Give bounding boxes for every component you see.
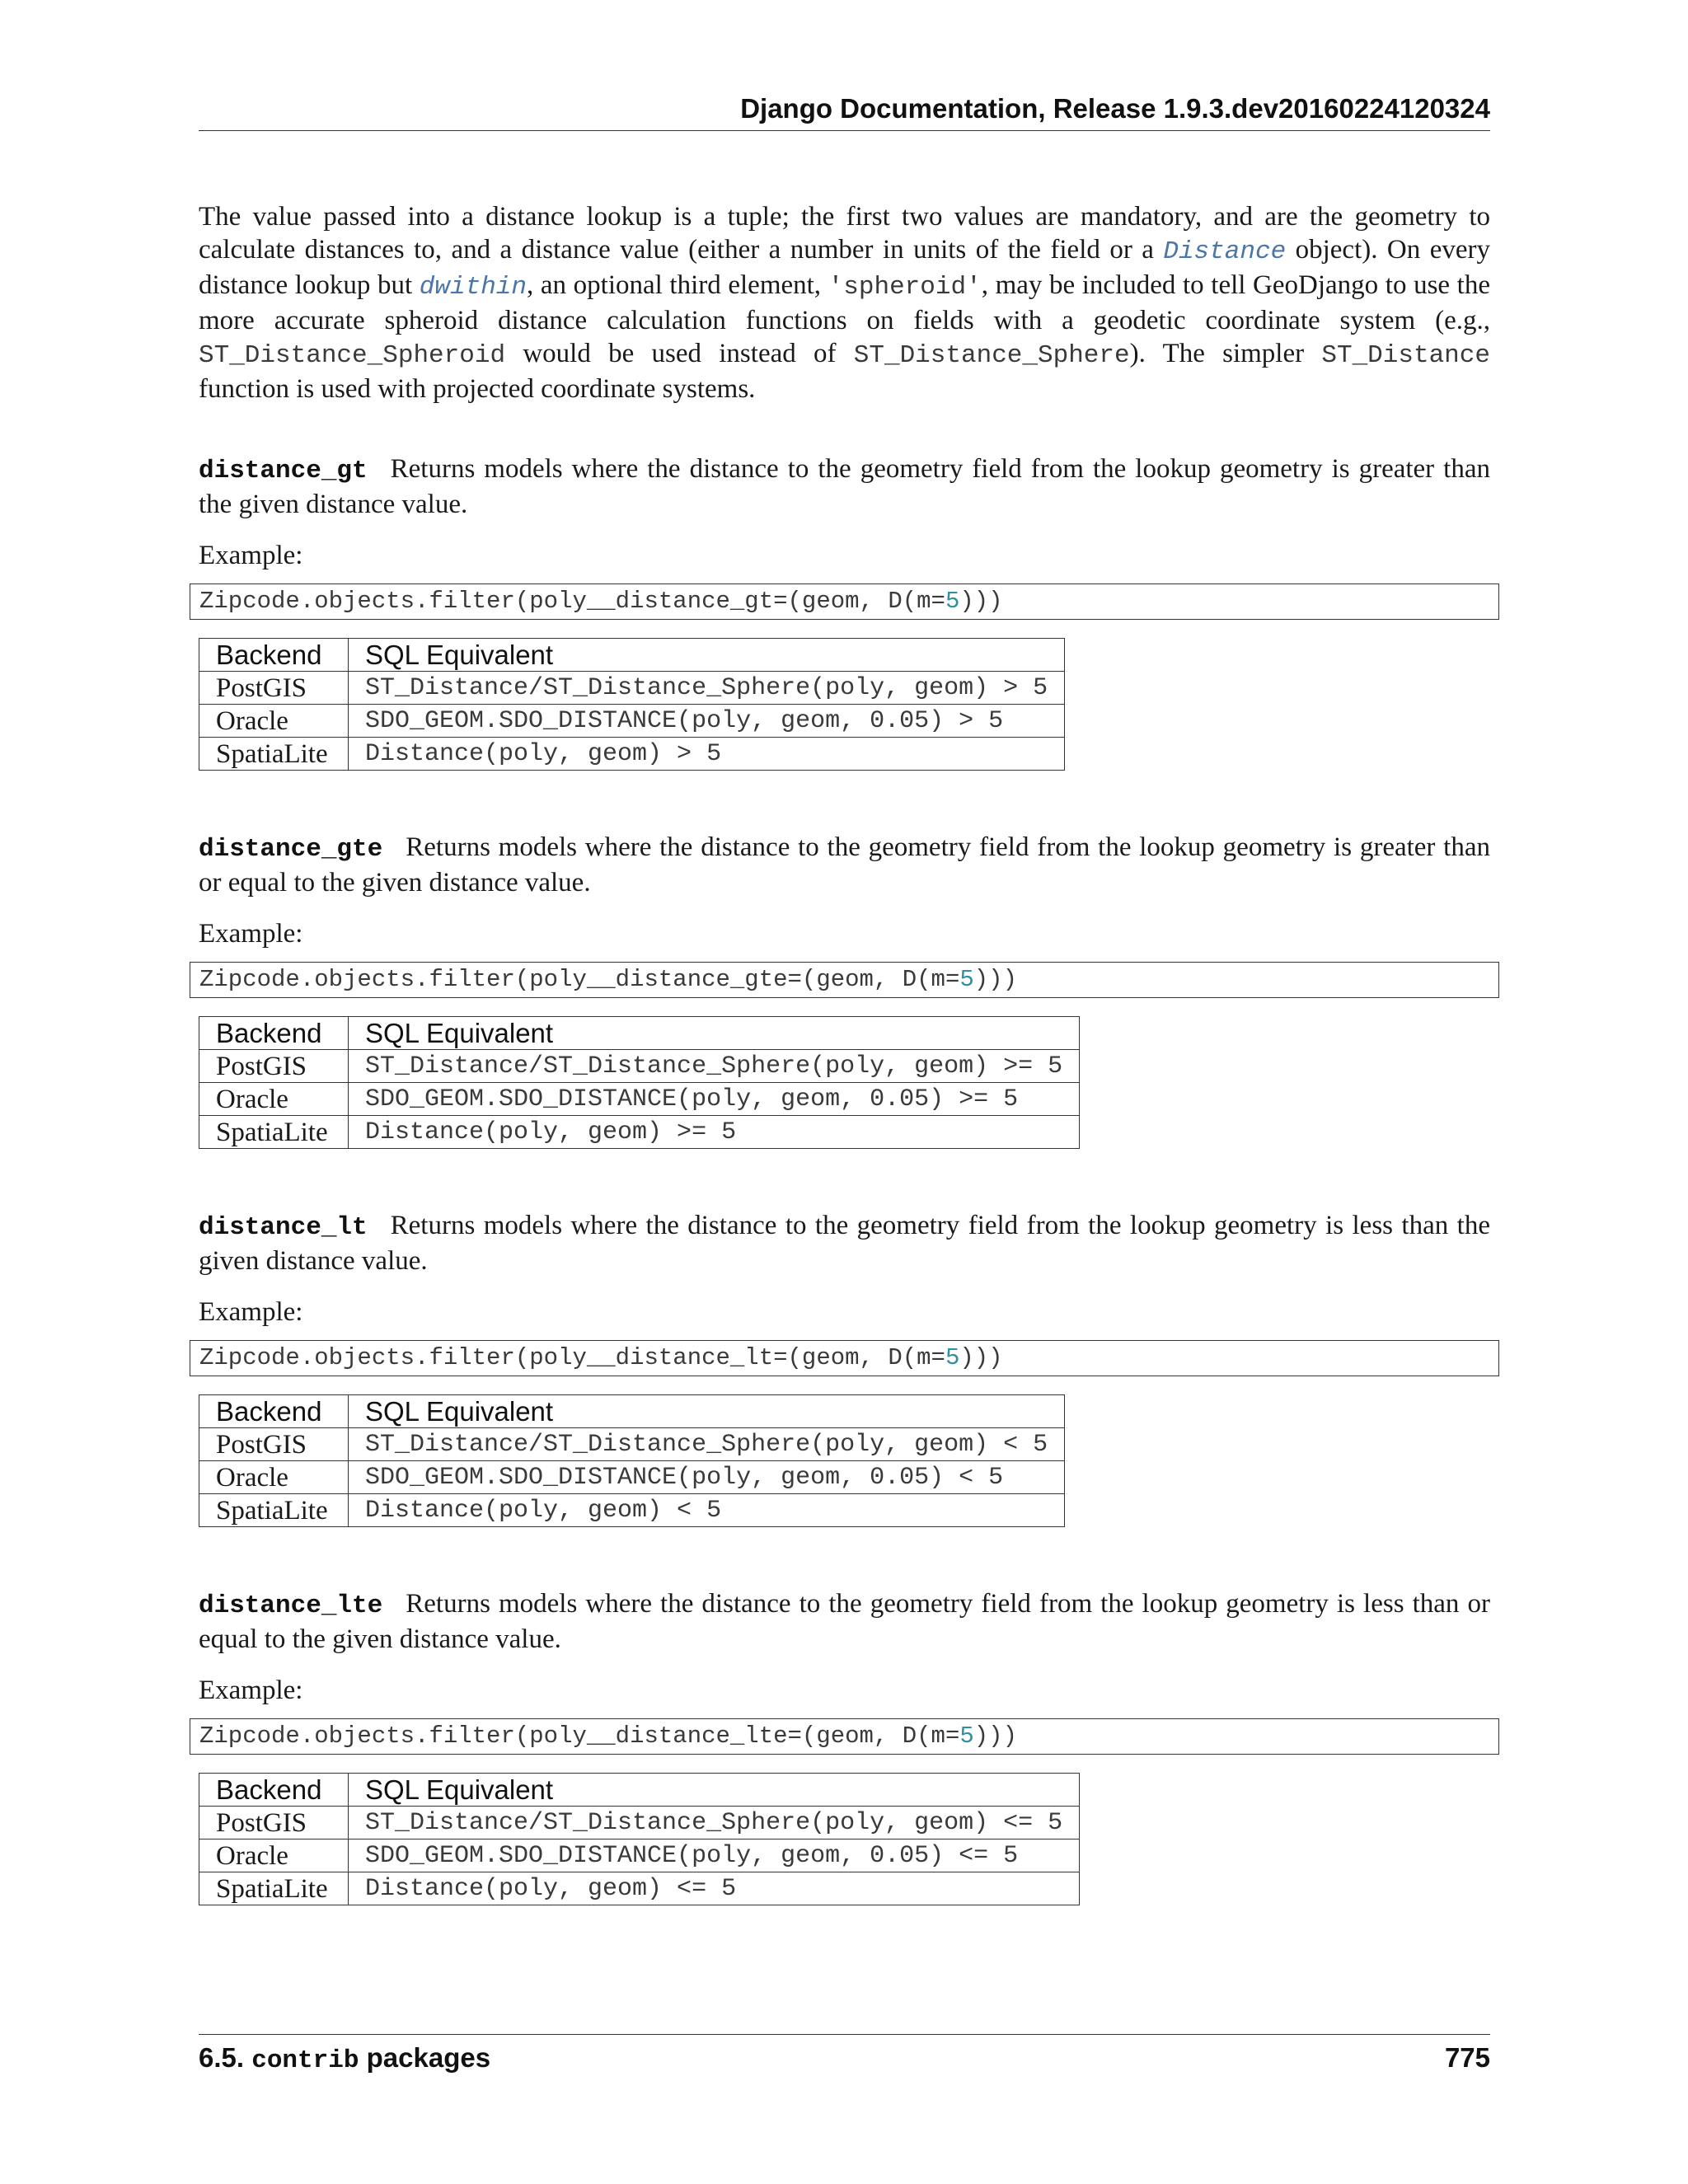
inline-code: 'spheroid' [828, 273, 982, 302]
sql-cell: ST_Distance/ST_Distance_Sphere(poly, geom) >= 5 [349, 1050, 1080, 1083]
lookup-name: distance_lte [199, 1591, 383, 1620]
table-row [199, 1494, 1065, 1527]
lookup-section-distance-gt [199, 452, 1490, 771]
table-row [199, 1083, 1080, 1116]
header-title: Django Documentation, Release 1.9.3.dev20160224120324 [740, 93, 1490, 124]
column-header-sql: SQL Equivalent [349, 639, 1065, 672]
table-row [199, 1872, 1080, 1905]
backend-cell: PostGIS [199, 1807, 349, 1840]
lookup-name: distance_gt [199, 457, 368, 485]
code-text: ))) [973, 966, 1017, 993]
column-header-backend: Backend [199, 1774, 349, 1807]
code-text: Zipcode.objects.filter(poly__distance_lt=(geom, D(m= [199, 1344, 945, 1371]
code-example [190, 1718, 1499, 1755]
footer-section-title [199, 2041, 490, 2078]
code-example [190, 1340, 1499, 1376]
sql-cell: ST_Distance/ST_Distance_Sphere(poly, geom) > 5 [349, 672, 1065, 705]
lookup-description-text: Returns models where the distance to the geometry field from the lookup geometry is less than or equal to the given distance value. [199, 1589, 1490, 1654]
backend-cell: PostGIS [199, 1050, 349, 1083]
code-text: ))) [959, 588, 1003, 615]
sql-equivalents-table [199, 1016, 1080, 1149]
lookup-description-text: Returns models where the distance to the geometry field from the lookup geometry is greater than or equal to the given distance value. [199, 832, 1490, 898]
table-header-row [199, 1774, 1080, 1807]
table-row [199, 1807, 1080, 1840]
sql-cell: Distance(poly, geom) >= 5 [349, 1116, 1080, 1149]
intro-text: function is used with projected coordinate systems. [199, 374, 756, 404]
lookup-description [199, 1209, 1490, 1277]
backend-cell: Oracle [199, 1840, 349, 1872]
code-text: ))) [959, 1344, 1003, 1371]
page-number: 775 [1444, 2042, 1490, 2073]
table-row [199, 1840, 1080, 1872]
example-label: Example: [199, 1675, 303, 1705]
lookup-description [199, 1587, 1490, 1656]
backend-cell: SpatiaLite [199, 738, 349, 771]
code-number: 5 [945, 1344, 960, 1371]
example-label: Example: [199, 1297, 303, 1327]
table-row [199, 738, 1065, 771]
table-row [199, 705, 1065, 738]
table-row [199, 1461, 1065, 1494]
intro-text: , an optional third element, [527, 270, 828, 300]
backend-cell: SpatiaLite [199, 1872, 349, 1905]
table-row [199, 1116, 1080, 1149]
sql-cell: ST_Distance/ST_Distance_Sphere(poly, geom) < 5 [349, 1428, 1065, 1461]
backend-cell: Oracle [199, 1461, 349, 1494]
code-number: 5 [945, 588, 960, 615]
sql-cell: SDO_GEOM.SDO_DISTANCE(poly, geom, 0.05) < 5 [349, 1461, 1065, 1494]
intro-text: object). On every distance lookup but [199, 235, 1490, 300]
column-header-backend: Backend [199, 639, 349, 672]
table-header-row [199, 639, 1065, 672]
code-text: Zipcode.objects.filter(poly__distance_lte=(geom, D(m= [199, 1722, 960, 1750]
backend-cell: Oracle [199, 705, 349, 738]
distance-link[interactable]: Distance [1163, 237, 1287, 266]
sql-cell: SDO_GEOM.SDO_DISTANCE(poly, geom, 0.05) <= 5 [349, 1840, 1080, 1872]
inline-code: ST_Distance_Spheroid [199, 341, 506, 370]
lookup-name: distance_gte [199, 835, 383, 864]
sql-equivalents-table [199, 1773, 1080, 1905]
page-footer [199, 2034, 1490, 2075]
lookup-description [199, 831, 1490, 899]
page-header [199, 92, 1490, 131]
intro-text: The value passed into a distance lookup is a tuple; the first two values are mandatory, and are the geometry to calculate distances to, and a distance value (either a number in units of the field or a [199, 202, 1490, 265]
lookup-section-distance-gte [199, 831, 1490, 1149]
code-number: 5 [959, 1722, 974, 1750]
backend-cell: SpatiaLite [199, 1116, 349, 1149]
column-header-backend: Backend [199, 1017, 349, 1050]
backend-cell: PostGIS [199, 1428, 349, 1461]
intro-text: would be used instead of [505, 339, 854, 368]
lookup-name: distance_lt [199, 1213, 368, 1242]
code-number: 5 [959, 966, 974, 993]
lookup-section-distance-lte [199, 1587, 1490, 1905]
footer-section-text: packages [366, 2042, 491, 2073]
inline-code: ST_Distance [1321, 341, 1490, 370]
code-text: Zipcode.objects.filter(poly__distance_gte=(geom, D(m= [199, 966, 960, 993]
backend-cell: SpatiaLite [199, 1494, 349, 1527]
sql-cell: Distance(poly, geom) < 5 [349, 1494, 1065, 1527]
intro-text: ). The simpler [1129, 339, 1322, 368]
column-header-backend: Backend [199, 1395, 349, 1428]
sql-cell: Distance(poly, geom) <= 5 [349, 1872, 1080, 1905]
intro-text: , may be included to tell GeoDjango to use the more accurate spheroid distance calculation functions on fields with a geodetic coordinate system (e.g., [199, 270, 1490, 335]
code-text: Zipcode.objects.filter(poly__distance_gt=(geom, D(m= [199, 588, 945, 615]
backend-cell: Oracle [199, 1083, 349, 1116]
backend-cell: PostGIS [199, 672, 349, 705]
intro-paragraph [199, 200, 1490, 405]
sql-cell: ST_Distance/ST_Distance_Sphere(poly, geom) <= 5 [349, 1807, 1080, 1840]
table-row [199, 1050, 1080, 1083]
sql-cell: SDO_GEOM.SDO_DISTANCE(poly, geom, 0.05) >= 5 [349, 1083, 1080, 1116]
code-text: ))) [973, 1722, 1017, 1750]
table-row [199, 1428, 1065, 1461]
table-row [199, 672, 1065, 705]
footer-section-mono: contrib [251, 2046, 359, 2075]
column-header-sql: SQL Equivalent [349, 1017, 1080, 1050]
example-label: Example: [199, 919, 303, 949]
footer-section-number: 6.5. [199, 2042, 245, 2073]
column-header-sql: SQL Equivalent [349, 1395, 1065, 1428]
lookup-section-distance-lt [199, 1209, 1490, 1527]
table-header-row [199, 1395, 1065, 1428]
inline-code: ST_Distance_Sphere [853, 341, 1130, 370]
example-label: Example: [199, 541, 303, 570]
lookup-description-text: Returns models where the distance to the geometry field from the lookup geometry is greater than the given distance value. [199, 454, 1490, 519]
table-header-row [199, 1017, 1080, 1050]
sql-cell: Distance(poly, geom) > 5 [349, 738, 1065, 771]
sql-cell: SDO_GEOM.SDO_DISTANCE(poly, geom, 0.05) > 5 [349, 705, 1065, 738]
lookup-description-text: Returns models where the distance to the geometry field from the lookup geometry is less than the given distance value. [199, 1211, 1490, 1276]
lookup-description [199, 452, 1490, 521]
column-header-sql: SQL Equivalent [349, 1774, 1080, 1807]
sql-equivalents-table [199, 1394, 1065, 1527]
code-example [190, 962, 1499, 998]
dwithin-link[interactable]: dwithin [419, 273, 528, 302]
sql-equivalents-table [199, 638, 1065, 771]
code-example [190, 583, 1499, 620]
